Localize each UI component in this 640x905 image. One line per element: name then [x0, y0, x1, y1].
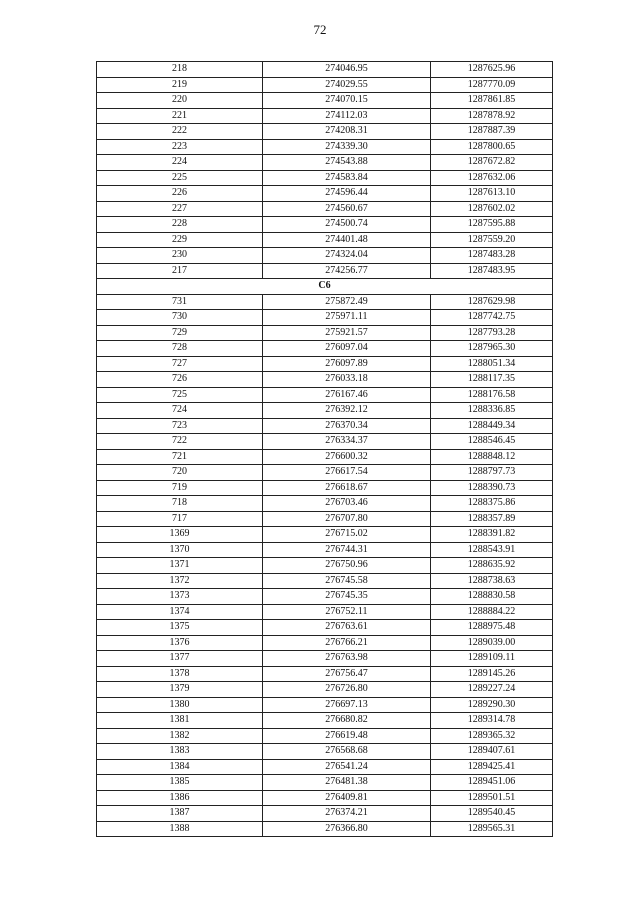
y-coordinate-cell: 1289290.30 — [431, 697, 553, 713]
x-coordinate-cell: 274401.48 — [263, 232, 431, 248]
point-number-cell: 1377 — [97, 651, 263, 667]
x-coordinate-cell: 274500.74 — [263, 217, 431, 233]
point-number-cell: 1369 — [97, 527, 263, 543]
table-row — [97, 635, 553, 651]
point-number-cell: 1387 — [97, 806, 263, 822]
y-coordinate-cell: 1289109.11 — [431, 651, 553, 667]
x-coordinate-cell: 276619.48 — [263, 728, 431, 744]
point-number-cell: 227 — [97, 201, 263, 217]
y-coordinate-cell: 1288357.89 — [431, 511, 553, 527]
point-number-cell: 728 — [97, 341, 263, 357]
y-coordinate-cell: 1288176.58 — [431, 387, 553, 403]
table-row — [97, 759, 553, 775]
y-coordinate-cell: 1288390.73 — [431, 480, 553, 496]
x-coordinate-cell: 274596.44 — [263, 186, 431, 202]
table-row — [97, 527, 553, 543]
table-row — [97, 108, 553, 124]
y-coordinate-cell: 1287800.65 — [431, 139, 553, 155]
table-row — [97, 170, 553, 186]
y-coordinate-cell: 1288830.58 — [431, 589, 553, 605]
x-coordinate-cell: 276744.31 — [263, 542, 431, 558]
y-coordinate-cell: 1287625.96 — [431, 62, 553, 78]
x-coordinate-cell: 276409.81 — [263, 790, 431, 806]
table-row — [97, 449, 553, 465]
x-coordinate-cell: 276167.46 — [263, 387, 431, 403]
point-number-cell: 1382 — [97, 728, 263, 744]
y-coordinate-cell: 1287770.09 — [431, 77, 553, 93]
y-coordinate-cell: 1287672.82 — [431, 155, 553, 171]
point-number-cell: 1376 — [97, 635, 263, 651]
y-coordinate-cell: 1288975.48 — [431, 620, 553, 636]
point-number-cell: 1372 — [97, 573, 263, 589]
point-number-cell: 230 — [97, 248, 263, 264]
table-row — [97, 434, 553, 450]
x-coordinate-cell: 274256.77 — [263, 263, 431, 279]
x-coordinate-cell: 276334.37 — [263, 434, 431, 450]
table-row — [97, 310, 553, 326]
x-coordinate-cell: 276707.80 — [263, 511, 431, 527]
section-header-row — [97, 279, 553, 295]
table-row — [97, 713, 553, 729]
y-coordinate-cell: 1289039.00 — [431, 635, 553, 651]
y-coordinate-cell: 1289227.24 — [431, 682, 553, 698]
point-number-cell: 725 — [97, 387, 263, 403]
point-number-cell: 717 — [97, 511, 263, 527]
x-coordinate-cell: 276745.58 — [263, 573, 431, 589]
x-coordinate-cell: 276541.24 — [263, 759, 431, 775]
y-coordinate-cell: 1287559.20 — [431, 232, 553, 248]
y-coordinate-cell: 1287861.85 — [431, 93, 553, 109]
point-number-cell: 1375 — [97, 620, 263, 636]
table-row — [97, 651, 553, 667]
x-coordinate-cell: 274339.30 — [263, 139, 431, 155]
y-coordinate-cell: 1289365.32 — [431, 728, 553, 744]
y-coordinate-cell: 1287483.28 — [431, 248, 553, 264]
x-coordinate-cell: 276033.18 — [263, 372, 431, 388]
point-number-cell: 228 — [97, 217, 263, 233]
table-row — [97, 666, 553, 682]
point-number-cell: 1383 — [97, 744, 263, 760]
y-coordinate-cell: 1287483.95 — [431, 263, 553, 279]
x-coordinate-cell: 276756.47 — [263, 666, 431, 682]
table-row — [97, 263, 553, 279]
point-number-cell: 1385 — [97, 775, 263, 791]
x-coordinate-cell: 276374.21 — [263, 806, 431, 822]
x-coordinate-cell: 276752.11 — [263, 604, 431, 620]
x-coordinate-cell: 276370.34 — [263, 418, 431, 434]
table-row — [97, 558, 553, 574]
x-coordinate-cell: 276568.68 — [263, 744, 431, 760]
table-row — [97, 186, 553, 202]
point-number-cell: 1386 — [97, 790, 263, 806]
y-coordinate-cell: 1288051.34 — [431, 356, 553, 372]
y-coordinate-cell: 1288336.85 — [431, 403, 553, 419]
table-row — [97, 775, 553, 791]
x-coordinate-cell: 276763.98 — [263, 651, 431, 667]
point-number-cell: 226 — [97, 186, 263, 202]
y-coordinate-cell: 1287742.75 — [431, 310, 553, 326]
x-coordinate-cell: 274046.95 — [263, 62, 431, 78]
x-coordinate-cell: 276726.80 — [263, 682, 431, 698]
point-number-cell: 220 — [97, 93, 263, 109]
x-coordinate-cell: 274583.84 — [263, 170, 431, 186]
y-coordinate-cell: 1288449.34 — [431, 418, 553, 434]
x-coordinate-cell: 276097.04 — [263, 341, 431, 357]
table-row — [97, 124, 553, 140]
point-number-cell: 1374 — [97, 604, 263, 620]
y-coordinate-cell: 1289501.51 — [431, 790, 553, 806]
x-coordinate-cell: 276697.13 — [263, 697, 431, 713]
y-coordinate-cell: 1288848.12 — [431, 449, 553, 465]
x-coordinate-cell: 276392.12 — [263, 403, 431, 419]
table-row — [97, 77, 553, 93]
y-coordinate-cell: 1288375.86 — [431, 496, 553, 512]
point-number-cell: 1370 — [97, 542, 263, 558]
table-row — [97, 589, 553, 605]
point-number-cell: 721 — [97, 449, 263, 465]
table-row — [97, 620, 553, 636]
point-number-cell: 229 — [97, 232, 263, 248]
point-number-cell: 1371 — [97, 558, 263, 574]
y-coordinate-cell: 1287887.39 — [431, 124, 553, 140]
x-coordinate-cell: 276703.46 — [263, 496, 431, 512]
table-row — [97, 62, 553, 78]
coordinates-table — [96, 61, 553, 837]
table-row — [97, 372, 553, 388]
x-coordinate-cell: 276680.82 — [263, 713, 431, 729]
x-coordinate-cell: 276617.54 — [263, 465, 431, 481]
point-number-cell: 727 — [97, 356, 263, 372]
table-row — [97, 93, 553, 109]
point-number-cell: 224 — [97, 155, 263, 171]
y-coordinate-cell: 1288635.92 — [431, 558, 553, 574]
table-row — [97, 744, 553, 760]
x-coordinate-cell: 276750.96 — [263, 558, 431, 574]
y-coordinate-cell: 1288738.63 — [431, 573, 553, 589]
point-number-cell: 718 — [97, 496, 263, 512]
point-number-cell: 225 — [97, 170, 263, 186]
table-row — [97, 155, 553, 171]
point-number-cell: 726 — [97, 372, 263, 388]
table-row — [97, 604, 553, 620]
y-coordinate-cell: 1289407.61 — [431, 744, 553, 760]
y-coordinate-cell: 1289451.06 — [431, 775, 553, 791]
point-number-cell: 719 — [97, 480, 263, 496]
x-coordinate-cell: 276766.21 — [263, 635, 431, 651]
point-number-cell: 219 — [97, 77, 263, 93]
y-coordinate-cell: 1287965.30 — [431, 341, 553, 357]
coordinates-table-body — [97, 62, 553, 837]
x-coordinate-cell: 274112.03 — [263, 108, 431, 124]
point-number-cell: 217 — [97, 263, 263, 279]
table-row — [97, 511, 553, 527]
table-row — [97, 356, 553, 372]
y-coordinate-cell: 1287629.98 — [431, 294, 553, 310]
table-row — [97, 418, 553, 434]
point-number-cell: 1378 — [97, 666, 263, 682]
y-coordinate-cell: 1289145.26 — [431, 666, 553, 682]
x-coordinate-cell: 275872.49 — [263, 294, 431, 310]
table-row — [97, 682, 553, 698]
x-coordinate-cell: 275971.11 — [263, 310, 431, 326]
point-number-cell: 1380 — [97, 697, 263, 713]
point-number-cell: 1388 — [97, 821, 263, 837]
point-number-cell: 1384 — [97, 759, 263, 775]
x-coordinate-cell: 274560.67 — [263, 201, 431, 217]
table-row — [97, 496, 553, 512]
table-row — [97, 806, 553, 822]
section-title: C6 — [97, 279, 553, 295]
point-number-cell: 1373 — [97, 589, 263, 605]
x-coordinate-cell: 274029.55 — [263, 77, 431, 93]
y-coordinate-cell: 1289314.78 — [431, 713, 553, 729]
table-row — [97, 480, 553, 496]
table-row — [97, 325, 553, 341]
y-coordinate-cell: 1287602.02 — [431, 201, 553, 217]
x-coordinate-cell: 275921.57 — [263, 325, 431, 341]
point-number-cell: 218 — [97, 62, 263, 78]
table-row — [97, 217, 553, 233]
y-coordinate-cell: 1289540.45 — [431, 806, 553, 822]
point-number-cell: 723 — [97, 418, 263, 434]
page-number: 72 — [313, 22, 327, 37]
point-number-cell: 222 — [97, 124, 263, 140]
point-number-cell: 722 — [97, 434, 263, 450]
x-coordinate-cell: 274208.31 — [263, 124, 431, 140]
point-number-cell: 221 — [97, 108, 263, 124]
point-number-cell: 730 — [97, 310, 263, 326]
y-coordinate-cell: 1287878.92 — [431, 108, 553, 124]
x-coordinate-cell: 276366.80 — [263, 821, 431, 837]
x-coordinate-cell: 274543.88 — [263, 155, 431, 171]
y-coordinate-cell: 1288117.35 — [431, 372, 553, 388]
y-coordinate-cell: 1288543.91 — [431, 542, 553, 558]
table-row — [97, 248, 553, 264]
y-coordinate-cell: 1287613.10 — [431, 186, 553, 202]
point-number-cell: 724 — [97, 403, 263, 419]
x-coordinate-cell: 276600.32 — [263, 449, 431, 465]
y-coordinate-cell: 1289425.41 — [431, 759, 553, 775]
table-row — [97, 387, 553, 403]
y-coordinate-cell: 1289565.31 — [431, 821, 553, 837]
point-number-cell: 223 — [97, 139, 263, 155]
y-coordinate-cell: 1288884.22 — [431, 604, 553, 620]
x-coordinate-cell: 274324.04 — [263, 248, 431, 264]
y-coordinate-cell: 1287595.88 — [431, 217, 553, 233]
table-row — [97, 232, 553, 248]
table-row — [97, 139, 553, 155]
x-coordinate-cell: 274070.15 — [263, 93, 431, 109]
x-coordinate-cell: 276097.89 — [263, 356, 431, 372]
point-number-cell: 729 — [97, 325, 263, 341]
x-coordinate-cell: 276763.61 — [263, 620, 431, 636]
table-row — [97, 542, 553, 558]
table-row — [97, 821, 553, 837]
point-number-cell: 720 — [97, 465, 263, 481]
x-coordinate-cell: 276745.35 — [263, 589, 431, 605]
table-row — [97, 573, 553, 589]
table-row — [97, 790, 553, 806]
table-row — [97, 728, 553, 744]
y-coordinate-cell: 1287632.06 — [431, 170, 553, 186]
table-row — [97, 294, 553, 310]
table-row — [97, 465, 553, 481]
x-coordinate-cell: 276481.38 — [263, 775, 431, 791]
y-coordinate-cell: 1288546.45 — [431, 434, 553, 450]
table-row — [97, 341, 553, 357]
point-number-cell: 731 — [97, 294, 263, 310]
y-coordinate-cell: 1288797.73 — [431, 465, 553, 481]
table-row — [97, 697, 553, 713]
x-coordinate-cell: 276715.02 — [263, 527, 431, 543]
y-coordinate-cell: 1287793.28 — [431, 325, 553, 341]
x-coordinate-cell: 276618.67 — [263, 480, 431, 496]
y-coordinate-cell: 1288391.82 — [431, 527, 553, 543]
table-row — [97, 201, 553, 217]
point-number-cell: 1381 — [97, 713, 263, 729]
point-number-cell: 1379 — [97, 682, 263, 698]
table-row — [97, 403, 553, 419]
